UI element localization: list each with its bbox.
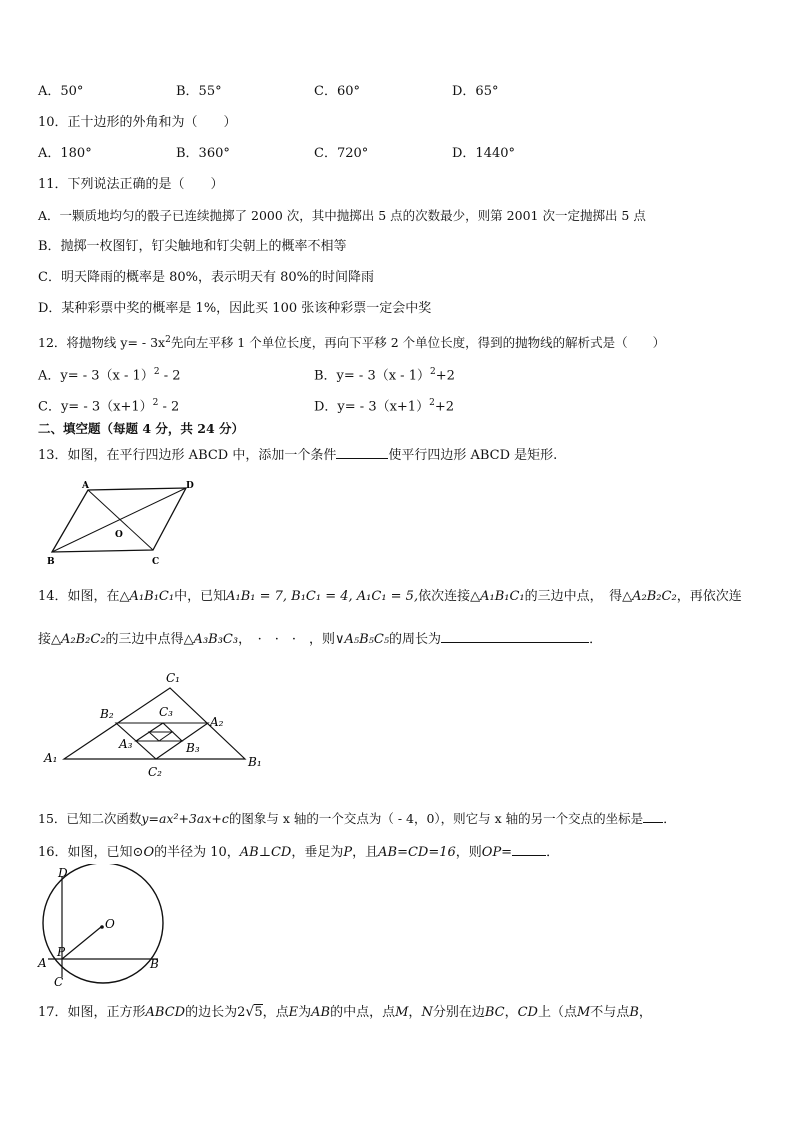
q10-option-c: C．720°: [314, 146, 369, 161]
q14-l1-a: 14．如图，在: [38, 589, 120, 604]
label-a3: A₃: [119, 737, 133, 751]
label-c: C: [152, 557, 160, 567]
diagonal-ac: [88, 490, 153, 550]
q10-stem: 10．正十边形的外角和为（ ）: [38, 115, 237, 130]
q14-l1-e: ，再依次连: [676, 589, 742, 604]
label-p: P: [57, 945, 66, 959]
parallelogram-figure: [40, 478, 210, 568]
q12-option-d: [314, 394, 454, 416]
q9-option-d: D．65°: [452, 84, 499, 99]
q16-cond2: AB=CD=16: [378, 845, 456, 860]
q16-answer-blank: [512, 843, 546, 856]
label-o: O: [105, 917, 115, 931]
q11-option-b: B．抛掷一枚图钉，钉尖触地和钉尖朝上的概率不相等: [38, 239, 347, 254]
label-a1: A₁: [44, 751, 58, 765]
q16-p: P: [343, 845, 353, 860]
q17-stem-f: 分别在边: [432, 1005, 485, 1020]
q14-l2-end: ．: [589, 632, 603, 647]
label-d: D: [58, 866, 68, 880]
diagonal-bd: [52, 488, 186, 552]
q9-option-c: C．60°: [314, 84, 360, 99]
q12-option-b-post: +2: [435, 368, 455, 384]
q14-tri3: △A₃B₃C₃: [183, 632, 239, 647]
label-c: C: [54, 975, 64, 989]
q12-option-a-post: - 2: [159, 368, 181, 384]
label-b: B: [47, 557, 55, 567]
q17-stem-h: 上（点: [537, 1005, 577, 1020]
q14-tri1b: △A₁B₁C₁: [470, 589, 525, 604]
q13-stem: [38, 446, 557, 465]
section-title: 二、填空题（每题 4 分，共 24 分）: [38, 421, 245, 436]
q17-m: M: [395, 1005, 409, 1020]
q17-abcd: ABCD: [145, 1005, 186, 1020]
q17-five: 5: [254, 1005, 263, 1020]
q11-option-c: C．明天降雨的概率是 80%，表示明天有 80%的时间降雨: [38, 270, 375, 285]
q16-stem-mid4: ，则: [455, 845, 482, 860]
q15-stem-end: ．: [663, 811, 676, 826]
q12-option-d-post: +2: [434, 399, 454, 415]
q14-l2-b: 的三边中点得: [105, 632, 184, 647]
q12-option-c: [38, 394, 179, 416]
q13-answer-blank: [336, 446, 388, 459]
q17-stem-i: 不与点: [590, 1005, 630, 1020]
nested-triangles-figure: [40, 666, 280, 786]
q12-stem: [38, 331, 665, 352]
q17-stem-d: 的中点，点: [330, 1005, 396, 1020]
label-b3: B₃: [186, 741, 200, 755]
q17-stem-g: ，: [504, 1005, 518, 1020]
circle-o: [43, 864, 163, 983]
label-a2: A₂: [210, 715, 224, 729]
q16-cond: AB⊥CD: [239, 845, 292, 860]
label-b2: B₂: [100, 707, 114, 721]
circle-figure: [34, 864, 174, 990]
q12-option-b-pre: B．y= - 3（x - 1）: [314, 368, 430, 384]
q17-stem-pre: 17．如图，正方形: [38, 1005, 146, 1020]
q15-formula: y=ax²+3ax+c: [141, 811, 229, 826]
q14-l2-a: 接: [38, 632, 52, 647]
q16-stem: [38, 843, 559, 862]
q14-tri2: △A₂B₂C₂: [622, 589, 677, 604]
q16-stem-end: ．: [546, 845, 560, 860]
q14-l1-c: 依次连接: [418, 589, 471, 604]
q14-l1-b: 中，已知: [174, 589, 227, 604]
label-c3: C₃: [159, 705, 173, 719]
q17-ab: AB: [311, 1005, 331, 1020]
center-point: [100, 925, 104, 929]
q9-option-a: A．50°: [38, 84, 84, 99]
q17-two: 2: [237, 1005, 246, 1020]
q15-answer-blank: [643, 810, 663, 823]
q11-option-d: D．某种彩票中奖的概率是 1%，因此买 100 张该种彩票一定会中奖: [38, 301, 432, 316]
q12-option-c-pre: C．y= - 3（x+1）: [38, 399, 153, 415]
q14-answer-blank: [441, 630, 589, 643]
q17-b: B: [629, 1005, 639, 1020]
q17-stem-c: 为: [298, 1005, 312, 1020]
q14-l2-d: 的周长为: [389, 632, 442, 647]
q12-stem-post: 先向左平移 1 个单位长度，再向下平移 2 个单位长度，得到的抛物线的解析式是（ ）: [170, 335, 666, 351]
q12-option-a-pre: A．y= - 3（x - 1）: [38, 368, 154, 384]
q17-n: N: [421, 1005, 433, 1020]
label-c2: C₂: [148, 765, 162, 779]
q12-option-b: [314, 363, 455, 385]
q15-stem-mid: 的图象与 x 轴的一个交点为（ - 4，0），则它与 x 轴的另一个交点的坐标是: [228, 811, 644, 826]
q17-cd: CD: [517, 1005, 538, 1020]
q17-stem-e: ，: [408, 1005, 422, 1020]
q14-tri2b: △A₂B₂C₂: [51, 632, 106, 647]
q16-stem-mid3: ，且: [352, 845, 379, 860]
q14-tri5: ∨A₅B₅C₅: [335, 632, 390, 647]
q9-option-b: B．55°: [176, 84, 222, 99]
q16-op: OP=: [481, 845, 513, 860]
q17-stem-a: 的边长为: [185, 1005, 238, 1020]
q12-option-a-sup: 2: [153, 367, 160, 377]
q12-option-c-sup: 2: [152, 398, 159, 408]
label-a: A: [82, 481, 89, 491]
q17-bc: BC: [484, 1005, 505, 1020]
q14-tri1: △A₁B₁C₁: [119, 589, 175, 604]
q16-o: O: [143, 845, 155, 860]
q14-l1-d: 的三边中点， 得: [524, 589, 623, 604]
triangle-4: [149, 732, 172, 741]
q10-option-d: D．1440°: [452, 146, 516, 161]
q17-e: E: [288, 1005, 299, 1020]
label-b: B: [150, 957, 159, 971]
q15-stem: [38, 810, 676, 828]
q16-stem-mid2: ，垂足为: [291, 845, 344, 860]
label-b1: B₁: [248, 755, 262, 769]
q16-stem-pre: 16．如图，已知⊙: [38, 845, 144, 860]
label-a: A: [38, 956, 47, 970]
q14-condition: A₁B₁ = 7, B₁C₁ = 4, A₁C₁ = 5,: [226, 589, 419, 604]
q12-option-a: [38, 363, 181, 385]
q15-stem-pre: 15．已知二次函数: [38, 811, 142, 826]
q10-option-b: B．360°: [176, 146, 230, 161]
label-d: D: [186, 481, 194, 491]
q17-stem: 17．如图，正方形ABCD的边长为2√5，点E为AB的中点，点M，N分别在边BC，CD上（点M不与点B，: [38, 1004, 652, 1020]
q14-line2: [38, 630, 602, 649]
label-o: O: [115, 530, 123, 540]
q14-line1: [38, 588, 742, 606]
q13-stem-post: 使平行四边形 ABCD 是矩形.: [388, 448, 558, 463]
q11-option-a: A．一颗质地均匀的骰子已连续抛掷了 2000 次，其中抛掷出 5 点的次数最少，则第 2001 次一定抛掷出 5 点: [38, 208, 646, 223]
q12-stem-pre: 12．将抛物线 y= - 3x: [38, 335, 166, 351]
q10-option-a: A．180°: [38, 146, 92, 161]
q12-option-c-post: - 2: [158, 399, 180, 415]
q12-option-d-pre: D．y= - 3（x+1）: [314, 399, 430, 415]
q17-stem-b: ，点: [262, 1005, 289, 1020]
q13-stem-pre: 13．如图，在平行四边形 ABCD 中，添加一个条件: [38, 448, 337, 463]
q14-l2-c: ， · · · ，则: [238, 632, 335, 647]
q12-stem-sup: 2: [165, 335, 171, 345]
q12-option-b-sup: 2: [429, 367, 436, 377]
q17-stem-j: ，: [638, 1005, 652, 1020]
q12-option-d-sup: 2: [429, 398, 435, 408]
label-c1: C₁: [166, 671, 180, 685]
q11-stem: 11．下列说法正确的是（ ）: [38, 177, 224, 192]
q16-stem-mid: 的半径为 10，: [154, 845, 240, 860]
q17-m2: M: [576, 1005, 591, 1020]
segment-op: [62, 927, 101, 959]
